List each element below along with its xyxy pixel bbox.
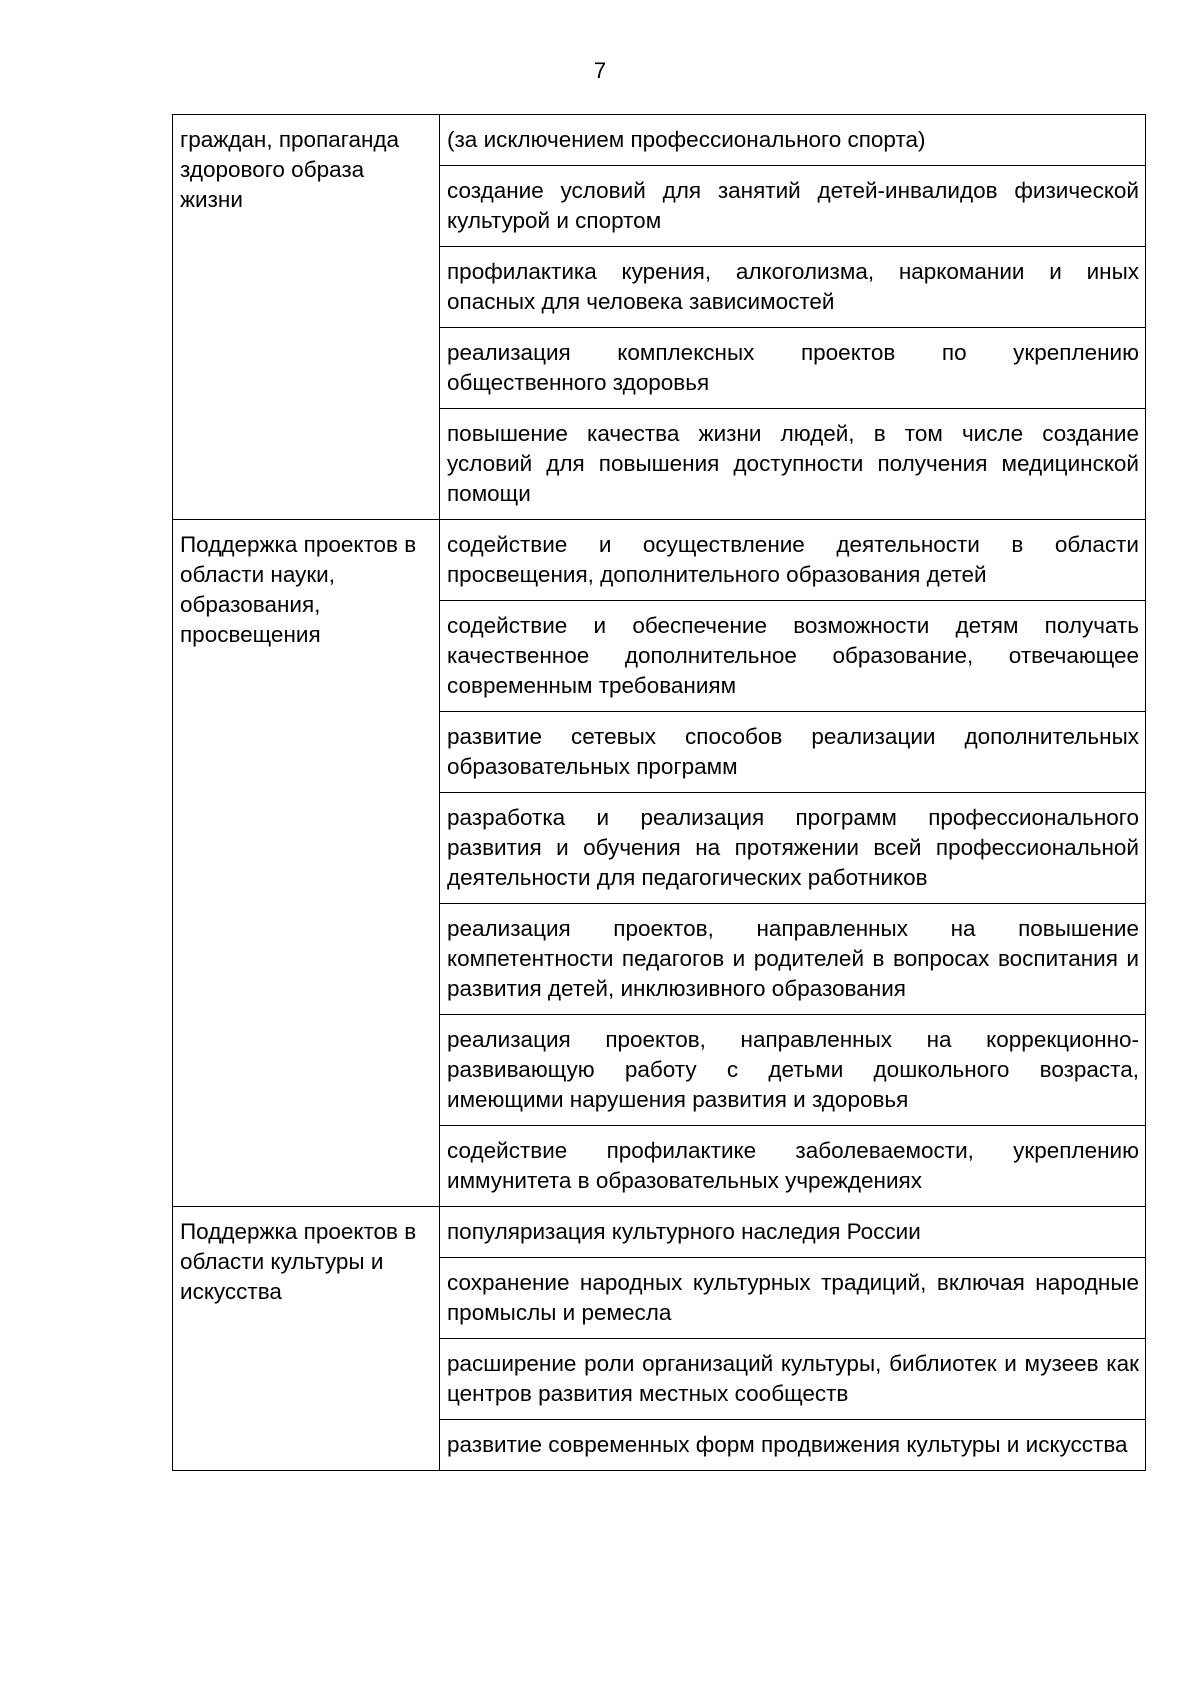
table-row (173, 115, 1146, 166)
item-cell: сохранение народных культурных традиций, включая народные промыслы и ремесла (440, 1258, 1146, 1339)
item-cell: повышение качества жизни людей, в том числе создание условий для повышения доступности получения медицинской помощи (440, 409, 1146, 520)
item-cell: популяризация культурного наследия России (440, 1207, 1146, 1258)
item-cell: содействие и осуществление деятельности в области просвещения, дополнительного образования детей (440, 520, 1146, 601)
item-cell: содействие профилактике заболеваемости, укреплению иммунитета в образовательных учреждениях (440, 1126, 1146, 1207)
category-cell: Поддержка проектов в области науки, образования, просвещения (173, 520, 440, 1207)
item-cell: развитие современных форм продвижения культуры и искусства (440, 1420, 1146, 1471)
page-number: 7 (593, 58, 607, 83)
item-cell: реализация комплексных проектов по укреплению общественного здоровья (440, 328, 1146, 409)
item-cell: разработка и реализация программ профессионального развития и обучения на протяжении всей профессиональной деятельности для педагогических работников (440, 793, 1146, 904)
table-row (173, 520, 1146, 601)
item-cell: профилактика курения, алкоголизма, наркомании и иных опасных для человека зависимостей (440, 247, 1146, 328)
directions-table (172, 114, 1146, 1471)
category-cell: Поддержка проектов в области культуры и искусства (173, 1207, 440, 1471)
table-row (173, 1207, 1146, 1258)
item-cell: расширение роли организаций культуры, библиотек и музеев как центров развития местных сообществ (440, 1339, 1146, 1420)
category-cell: граждан, пропаганда здорового образа жизни (173, 115, 440, 520)
item-cell: создание условий для занятий детей-инвалидов физической культурой и спортом (440, 166, 1146, 247)
item-cell: содействие и обеспечение возможности детям получать качественное дополнительное образование, отвечающее современным требованиям (440, 601, 1146, 712)
item-cell: реализация проектов, направленных на повышение компетентности педагогов и родителей в вопросах воспитания и развития детей, инклюзивного образования (440, 904, 1146, 1015)
item-cell: (за исключением профессионального спорта) (440, 115, 1146, 166)
item-cell: реализация проектов, направленных на коррекционно-развивающую работу с детьми дошкольного возраста, имеющими нарушения развития и здоровья (440, 1015, 1146, 1126)
item-cell: развитие сетевых способов реализации дополнительных образовательных программ (440, 712, 1146, 793)
